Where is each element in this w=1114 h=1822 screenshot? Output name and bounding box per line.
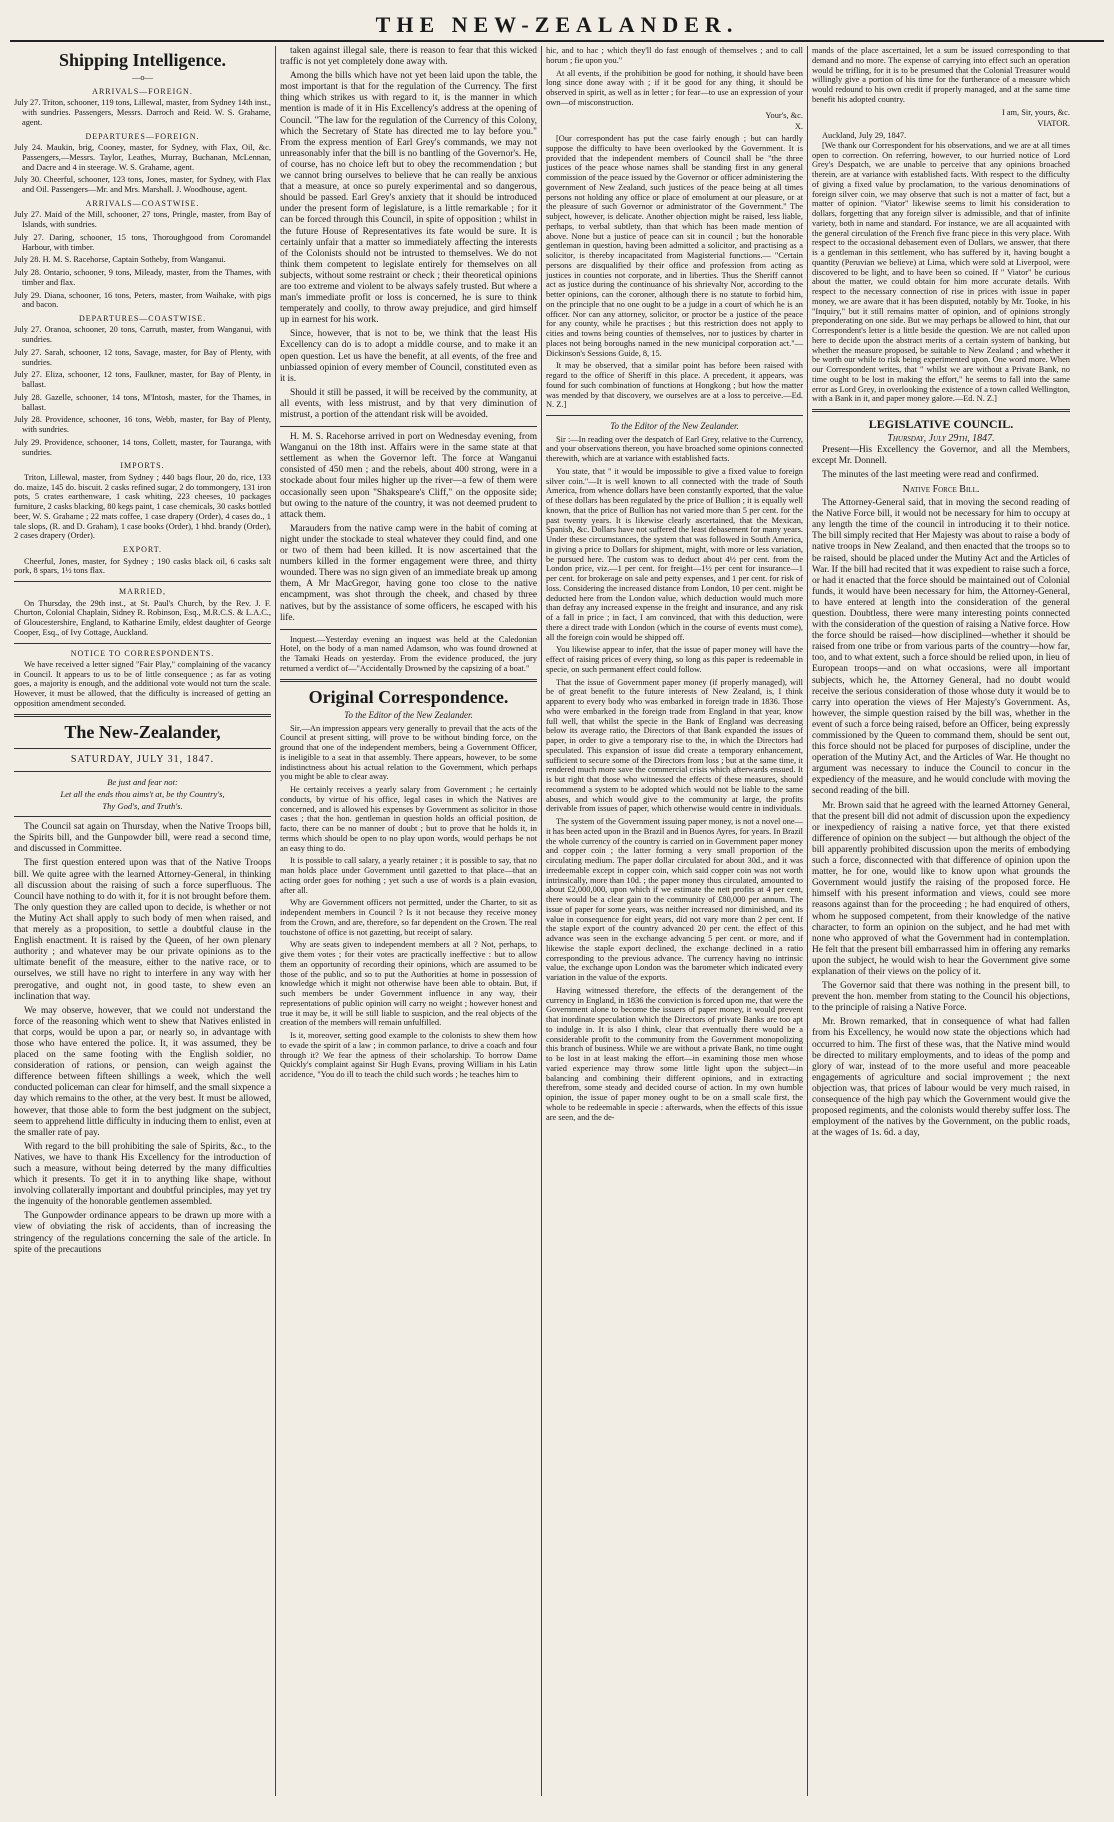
arrivals-coast-heading: ARRIVALS—COASTWISE. — [85, 198, 200, 208]
divider — [280, 426, 537, 427]
newspaper-page — [10, 10, 1104, 1802]
leader-paragraph: We may observe, however, that we could not understand the force of the reasoning which went to shew that Natives enlisted in that corps, would be upon a par, or nearly so, in advantage with those who have entered the police. It, it was assumed, they be placed on the same footing with the English soldier, no consideration of rations, or pension, can weigh against the difference between fifteen shillings a week, which the well conducted policeman can clear for himself, and the small sixpence a day which remains to the other, at the very best. It must be allowed, however, that those able to form the best judgment on the subject, seem to apprehend little difficulty in inducing them to enlist, even at the smaller rate of pay. — [14, 1005, 271, 1138]
letter-paragraph: He certainly receives a yearly salary from Government ; he certainly conducts, by virtue of his office, legal cases in which the Natives are concerned, and is allowed his expenses by Government as solicitor in those cases ; that the hon. gentleman in question holds an official position, de facto, there can be no manner of doubt ; but to prove that he holds it, in terms which should be open to no play upon words, would perhaps be not an easy thing to do. — [280, 785, 537, 853]
departures-coast-heading: DEPARTURES—COASTWISE. — [78, 314, 207, 324]
married-text: On Thursday, the 29th inst., at St. Paul's Church, by the Rev. J. F. Churton, Colonial Chaplain, Sidney R. Robinson, Esq., M.R.C.S. & L.A.C., of Gloucestershire, England, to Katharine Emily, eldest daughter of George Cooper, Esq., of Ivy Cottage, Auckland. — [14, 598, 271, 637]
letter-paragraph: Why are Government officers not permitted, under the Charter, to sit as independent members in Council ? Is it not because they receive money from the Crown, and are, therefore, so far dependent on the Crown. The real touchstone of office is not gazetting, but receipt of salary. — [280, 898, 537, 937]
bill-heading: Native Force Bill. — [902, 484, 980, 496]
letter-signoff: Your's, &c. — [765, 110, 803, 120]
letter-paragraph: hic, and to hac ; which they'll do fast enough of themselves ; and to call horum ; fie upon you." — [546, 46, 803, 65]
news-paragraph: H. M. S. Racehorse arrived in port on Wednesday evening, from Wanganui on the 18th inst. Affairs were in the same state at that settlement as when the Governor left. The force at Wanganui consisted of 450 men ; and the rebels, about 400 strong, were in a stockade about four miles higher up the river—a few of them were occasionally seen upon "Shakspeare's Cliff," on the opposite side; but owing to the nature of the country, it was not deemed prudent to attack them. — [280, 432, 537, 520]
divider — [14, 748, 271, 749]
inquest-paragraph: Inquest.—Yesterday evening an inquest was held at the Caledonian Hotel, on the body of a man named Adamson, who was found drowned at the Tamaki Heads on yesterday. From the evidence produced, the jury returned a verdict of—"Accidentally Drowned by the capsizing of a boat." — [280, 634, 537, 673]
council-paragraph: Mr. Brown remarked, that in consequence of what had fallen from his Excellency, he would now state the objections which had occurred to him. The first of these was, that the Native mind would be directed to military employments, and to ideas of the pomp and glory of war, instead of to the more useful and more peaceable engagements of agriculture and social improvement ; the next objection was, that prices of labour would be very much raised, in consequence of the high pay which the Government would give the proposed regiments, and the colonists would thereby suffer loss. The employment of the natives by the Government, on the public roads, at the wages of 1s. 6d. a day, — [812, 1017, 1070, 1139]
letter-paragraph: Sir :—In reading over the despatch of Earl Grey, relative to the Currency, and your observations thereon, you have broached some opinions connected therewith, which are at variance with established facts. — [546, 434, 803, 464]
divider — [280, 679, 537, 682]
letter-dateline: Auckland, July 29, 1847. — [822, 131, 907, 140]
letter-paragraph: You state, that " it would be impossible to give a fixed value to foreign silver coin."—It is well known to all connected with the trade of South America, from whence dollars have been constantly exported, that the value of these dollars has been regulated by the price of Bullion ; it is equally well known, that the price of Bullion has not varied more than 5 per cent. for the past twenty years. It is likewise clearly ascertained, that the Mexican, Spanish, &c. Dollars have not suffered the least debasement for many years. Under these circumstances, the system that was followed in South America, in giving a price to Dollars for shipment, might, with more or less variation, be pursued here. The custom was to deduct about 4½ per cent. from the London price, viz.—1 per cent. for freight—1½ per cent for insurance—1 per cent. for brokerage on sale and petty expenses, and 1 per cent. for risk of loss. Considering the increased distance from London, 10 per cent. might be deducted here from the London value, which deduction would much more than defray any increased expense in the freight and insurance, and any risk of a fall in price ; in fact, I am convinced, that with this deduction, were there a direct trade with London (which in the course of events must come), all the foreign coin would be shipped off. — [546, 466, 803, 642]
council-minutes: The minutes of the last meeting were read and confirmed. — [822, 470, 1039, 481]
departure-foreign-entry: July 24. Maukin, brig, Cooney, master, for Sydney, with Flax, Oil, &c. Passengers,—Messrs. Taylor, Leathes, Murray, Buchanan, McLennan, and Dacre and 4 in steerage. W. S. Grahame, agent. — [14, 143, 271, 172]
divider — [280, 629, 537, 630]
letter-paragraph: Having witnessed therefore, the effects of the derangement of the currency in England, in 1836 the conviction is forced upon me, that were the Government alone to become the issuers of paper money, it would prevent that inordinate speculation which the Directors of private Banks are too apt to indulge in. It is also I think, clear that eventually there would be a considerable profit to the community from the Government monopolizing this branch of business. While we are without a private Bank, no time ought to be lost in at least making the effort—in examining those men whose varied experience may throw some little light upon the subject—in balancing and combining their different opinions, and in extracting therefrom, some steady and decided course of action. In my own humble opinion, the issue of paper money ought to be on a small scale first, the whole to be redeemable in specie : afterwards, when the effects of this issue are seen, and the de- — [546, 985, 803, 1122]
divider — [14, 771, 271, 772]
arrival-coast-entry: July 27. Daring, schooner, 15 tons, Thoroughgood from Coromandel Harbour, with timber. — [14, 232, 271, 252]
shipping-heading: Shipping Intelligence. — [58, 50, 227, 70]
letter-paragraph: Why are seats given to independent members at all ? Not, perhaps, to give them votes ; for their votes are practically ineffective : but to allow them an opportunity of recording their opinions, which are assumed to be those of the public, and so to put the Authorities at home in possession of knowledge which it might not otherwise have been able to obtain. But, if such members be under Government influence in any way, their representations of public opinion will carry no weight ; however honest and true it may be, it will be still liable to suspicion, and the real objects of the creation of the members will remain unfulfilled. — [280, 940, 537, 1028]
departure-coast-entry: July 28. Gazelle, schooner, 14 tons, M'Intosh, master, for the Thames, in ballast. — [14, 392, 271, 412]
letter-signoff: I am, Sir, yours, &c. — [1001, 107, 1070, 117]
news-paragraph: Marauders from the native camp were in the habit of coming at night under the stockade to steal whatever they could find, and one or two of them had been killed. It is now ascertained that the numbers killed in the former engagement were three, and thirty wounded. There was no sign given of an immediate break up among them, A Mr MacGregor, having gone too close to the native encampment, was shot through the cheek, and chased by three natives, but by the assistance of some officers, he escaped with his life. — [280, 523, 537, 623]
departure-coast-entry: July 27. Oranoa, schooner, 20 tons, Carruth, master, from Wanganui, with sundries. — [14, 325, 271, 345]
letter-paragraph: At all events, if the prohibition be good for nothing, it should have been long since done away with ; if it be good for any thing, it should be observed in spirit, as well as in letter ; for fear—to use an expression of your own—of misconstruction. — [546, 68, 803, 107]
article-paragraph: Since, however, that is not to be, we think that the least His Excellency can do is to adopt a middle course, and to make it an open question. Let us have the benefit, at all events, of the free and unbiassed opinion of every member of Council, constituted even as it is. — [280, 329, 537, 384]
married-heading: MARRIED, — [119, 587, 166, 597]
departure-coast-entry: July 27. Sarah, schooner, 12 tons, Savage, master, for Bay of Plenty, with sundries. — [14, 347, 271, 367]
letter-paragraph: Is it, moreover, setting good example to the colonists to shew them how to evade the spirit of a law ; in common parlance, to drive a coach and four through it? We fear the aptness of their scholarship. To borrow Dame Quickly's complaint against Sir Hugh Evans, proving William in his Latin accidence, "You do ill to teach the child such words ; he teaches him to — [280, 1031, 537, 1080]
arrival-coast-entry: July 29. Diana, schooner, 16 tons, Peters, master, from Waihake, with pigs and bacon. — [14, 290, 271, 310]
letter-signature: X. — [794, 122, 803, 132]
motto-line: Be just and fear not: — [107, 776, 178, 787]
leader-paragraph: The Gunpowder ordinance appears to be drawn up more with a view of obviating the risk of accidents, than of increasing the stringency of the regulations concerning the sale of the article. In spite of the precautions — [14, 1211, 271, 1255]
departure-coast-entry: July 28. Providence, schooner, 16 tons, Webb, master, for Bay of Plenty, with sundries. — [14, 415, 271, 435]
arrival-coast-entry: July 27. Maid of the Mill, schooner, 27 tons, Pringle, master, from Bay of Islands, with sundries. — [14, 210, 271, 230]
editor-note: It may be observed, that a similar point has before been raised with regard to the office of Sheriff in this place. A precedent, it appears, was found for such combination of functions at Hongkong ; but how the matter was mended by that discovery, we ourselves are at a loss to perceive.—Ed. N. Z.] — [546, 361, 803, 410]
council-paragraph: The Attorney-General said, that in moving the second reading of the Native Force bill, it would not be necessary for him to occupy at any length the time of the council in introducing it to their notice. The bill simply recited that Her Majesty was about to raise a body of native troops in New Zealand, and then enacted that the troops so to be raised, should be placed under the Mutiny Act and the Articles of War. If the bill had recited that it was expedient to raise such a force, or had it enacted that the force should be maintained out of Colonial funds, it would have been necessary for him, the Attorney-General, to have entered at length into the consideration of the general question. Doubtless, there were many interesting points connected with the consideration of the question of raising a Native force. How the force should be raised—how disciplined—whether it should be raised from one tribe or from various parts of the country—how far, too, and to what extent, such a force should be relied upon, in lieu of European troops—and on what occasions, were all important subjects, which he, the Attorney General, had no doubt would receive the serious consideration of those whose duty it would be to carry into operation the views of Her Majesty's Government. As, however, the simple question raised by the bill was, whether in the event of such a force being raised, before an Officer, being expressly commissioned by the Queen to command them, should be sent out, this force should not be placed for purposes of discipline, under the operation of the Mutiny Act, and the Articles of War. He thought no argument was necessary to induce the Council to concur in the expediency of the measure, and he would conclude with moving the second reading of the bill. — [812, 498, 1071, 797]
masthead: THE NEW-ZEALANDER. — [10, 10, 1104, 42]
arrival-coast-entry: July 28. H. M. S. Racehorse, Captain Sotheby, from Wanganui. — [14, 255, 226, 265]
divider — [14, 816, 271, 817]
motto-line: Thy God's, and Truth's. — [102, 801, 183, 812]
arrival-coast-entry: July 28. Ontario, schooner, 9 tons, Mileady, master, from the Thames, with timber and flax. — [14, 268, 271, 287]
divider — [14, 581, 271, 582]
editor-note: [Our correspondent has put the case fairly enough ; but can hardly suppose the difficulty to have been overlooked by the Government. It is provided that the independent members of Council shall be "the three justices of the peace whose names shall be standing first in any general commission of the peace issued by the Governor or officer administering the government of New Zealand, such justices of the peace being at all times persons not holding any office or place of emolument at our pleasure, or at the pleasure of such Governor or administrator of the Government." The subject, however, is delicate. Another objection might be raised, less liable, perhaps, to verbal subtlety, than that which has been made mention of above. None but a justice of peace can sit in council ; but the honorable gentleman in question, having been admitted a solicitor, and practising as a solicitor, is thereby incapacitated from Magisterial functions.— "Certain persons are disqualified by their office and profession from acting as justices in counties not corporate, and in liberties. Thus the Sheriff cannot act as justice during the continuance of his shrievalty Nor, according to the better opinions, can the coroner, although there is no statute to forbid him, on the principle that no one ought to be a judge in a court of which he is an officer. Nor can any attorney, solicitor, or proctor be a justice of the peace for any county, while he practises ; but this restriction does not apply to cities and towns being counties of themselves, nor to justices by charter in places not being boroughs named in the new municipal corporation act."—Dickinson's Sessions Guide, 8, 15. — [546, 134, 803, 358]
letter-address: To the Editor of the New Zealander. — [344, 709, 473, 720]
letter-paragraph: Sir,—An impression appears very generally to prevail that the acts of the Council at present sitting, will prove to be without binding force, on the ground that one of the independent members, being a Government Officer, is ineligible to a seat in that assembly. There appears, however, to be some indistinctness about his actual relation to the Government, which perhaps you might be able to clear away. — [280, 723, 537, 782]
divider — [14, 643, 271, 644]
export-text: Cheerful, Jones, master, for Sydney ; 190 casks black oil, 6 casks salt pork, 8 spars, 1½ tons flax. — [14, 556, 271, 576]
column-4 — [808, 46, 1074, 1796]
council-paragraph: The Governor said that there was nothing in the present bill, to prevent the hon. member from stating to the Council his objections, to the principle of raising a Native Force. — [812, 981, 1070, 1014]
legislative-council-heading: LEGISLATIVE COUNCIL. — [868, 417, 1014, 431]
article-paragraph: Among the bills which have not yet been laid upon the table, the most important is that for the regulation of the Currency. The first thing which strikes us with regard to it, is the manner in which mention is made of it in His Excellency's address at the opening of Council. "The law for the regulation of the Currency of this Colony, which the Secretary of State has directed me to lay before you." From the express mention of Earl Grey's commands, we may not unreasonably infer that the bill is no bantling of the Governor's. He, of course, has no choice left but to obey the recommendation ; but we cannot bring ourselves to believe that he can really be anxious that a measure, at once so purely experimental and so dangerous, should be passed. Earl Grey's anxiety that it should be introduced under the present form of legislature, is a little remarkable ; for it can be forced through this Council, in spite of opposition ; whilst in the future House of Representatives its fate would be sure. It is certainly unfair that a matter so immediately affecting the interests of the Colonists should not be intrusted to themselves. We do not think them competent to legislate entirely for themselves on all subjects, without some restraint or check ; their theoretical opinions are too extreme and violent to be always safely trusted. But where a man's immediate profit or loss is concerned, he is sure to think temperately and coolly, to throw away prejudice, and gird himself up in earnest for his work. — [280, 71, 537, 326]
imports-heading: IMPORTS. — [120, 461, 165, 471]
letter-paragraph: mands of the place ascertained, let a sum be issued corresponding to that demand and no more. The expense of carrying into effect such an operation would be trifling, for it is to be presumed that the Colonial Treasurer would willingly give a portion of his time for the furtherance of a measure which would redound to his own credit if properly managed, and at the same time benefit his adopted country. — [812, 46, 1070, 104]
export-heading: EXPORT. — [122, 545, 163, 555]
council-present: Present—His Excellency the Governor, and all the Members, except Mr. Donnell. — [812, 444, 1070, 467]
letter-paragraph: It is possible to call salary, a yearly retainer ; it is possible to say, that no man holds place under Government until gazetted to that place—that an acting order goes for nothing ; yet such a use of words is a plain evasion, after all. — [280, 856, 537, 895]
column-3 — [542, 46, 808, 1796]
departures-foreign-heading: DEPARTURES—FOREIGN. — [85, 131, 200, 141]
divider — [812, 409, 1070, 412]
letter-address: To the Editor of the New Zealander. — [610, 421, 739, 431]
shipping-dash: —o— — [132, 73, 153, 83]
letter-paragraph: The system of the Government issuing paper money, is not a novel one—it has been acted upon in the Brazil and in Buenos Ayres, for years. In Brazil the whole currency of the country is carried on in Government paper money and copper coin ; the latter forming a very small proportion of the circulating medium. The paper dollar circulated for about 30d., and it was irredeemable except in copper coin, which said copper coin was not worth intrinsically, more than 10d. ; the paper money thus circulated, amounted to about £2,000,000, upon which if we estimate the nett profits at 4 per cent, there would be a clear gain to the community of £80,000 per annum. The issue of paper for some years, was neither increased nor diminished, and its value in consequence for eight years, did not vary more than 2 per cent. If the staple export of the country advanced 20 per cent. the effect of this advance was seen in the exchange advancing 5 per cent. or more, and if likewise the staple export declined, the exchange declined in a ratio corresponding to the previous advance. The currency having no intrinsic value, the exchange upon London was the barometer which indicated every variation in the value of the exports. — [546, 817, 803, 983]
council-paragraph: Mr. Brown said that he agreed with the learned Attorney General, that the present bill did not admit of discussion upon the expediency or inexpediency of raising a native force, yet that there existed difference of opinion on the subject — but although the object of the bill apparently prohibited discussion upon the merits of embodying such a force, disconnected with that difference of opinion upon the matter, he for one, would like to know upon what grounds the Government would justify the raising of the proposed force. He himself with his present information and views, could see more reasons against than for the proceeding ; he had enquired of others, whom he supposed competent, from their knowledge of the native character, to form an opinion on the subject, and he had met with none who approved of what the Government had in contemplation. He felt that the present bill embarrassed him in offering any remarks upon the subject, he would wish to hear the Government give some explanation of their views on the policy of it. — [812, 800, 1070, 977]
leader-paragraph: With regard to the bill prohibiting the sale of Spirits, &c., to the Natives, we have to thank His Excellency for the introduction of such a measure, without being deterred by the many difficulties which it presents. To get it in to anything like shape, without involving collaterally important and doubtful principles, may yet try the ingenuity of the honorable gentlemen assembled. — [14, 1141, 271, 1208]
column-1 — [10, 46, 276, 1796]
letter-signature: VIATOR. — [1037, 119, 1070, 129]
arrival-foreign-entry: July 27. Triton, schooner, 119 tons, Lillewal, master, from Sydney 14th inst., with sundries. Passengers, Messrs. Darroch and Reid. W. S. Grahame, agent. — [14, 98, 272, 127]
council-date: Thursday, July 29th, 1847. — [887, 433, 995, 445]
motto-line: Let all the ends thou aims't at, be thy Country's, — [60, 788, 225, 799]
arrivals-foreign-heading: ARRIVALS—FOREIGN. — [92, 86, 193, 96]
article-paragraph: Should it still be passed, it will be received by the community, at all events, with less mistrust, and by that very diminution of mistrust, a portion of the attendant risk will be avoided. — [280, 387, 537, 420]
divider — [546, 415, 803, 416]
paper-title: The New-Zealander, — [64, 721, 221, 742]
article-paragraph: taken against illegal sale, there is reason to fear that this wicked traffic is not yet completely done away with. — [280, 46, 537, 68]
notice-text: We have received a letter signed "Fair Play," complaining of the vacancy in Council. It appears to us to be of little consequence ; as far as voting goes, a majority is enough, and the additional vote would not turn the scale. However, it must be allowed, that the difficulty is increased of getting an opposition amendment seconded. — [14, 659, 271, 708]
divider — [14, 714, 271, 717]
departure-foreign-entry: July 30. Cheerful, schooner, 123 tons, Jones, master, for Sydney, with Flax and Oil. Passengers—Mr. and Mrs. Marshall. J. Woodhouse, agent. — [14, 175, 271, 195]
leader-paragraph: The Council sat again on Thursday, when the Native Troops bill, the Spirits bill, and the Gunpowder bill, were read a second time, and discussed in Committee. — [14, 822, 271, 855]
departure-coast-entry: July 29. Providence, schooner, 14 tons, Collett, master, for Tauranga, with sundries. — [14, 437, 271, 457]
letter-paragraph: That the issue of Government paper money (if properly managed), will be of great benefit to the future interests of New Zealand, is, I think apparent to every body who was embarked in foreign trade in 1836. Those who were embarked in the foreign trade from England in that year, know full well, that whilst the specie in the Bank of England was decreasing below its average ratio, the Directors of that Bank expanded the issues of paper, in order to give a temporary rise to the, in which the Directors had speculated. This expansion of issue did create a temporary enhancement, sufficient to secure some of the Directors from loss ; but at the same time, it rendered much more save the commercial crisis which afterwards ensued. It is but right that those who witnessed the effects of these measures, should recommend a system to be adopted which would not be liable to the same abuses, and which would give to the community at large, the profits derivable from issues of paper, which otherwise would centre in individuals. — [546, 677, 803, 814]
correspondence-heading: Original Correspondence. — [308, 686, 509, 707]
letter-paragraph: You likewise appear to infer, that the issue of paper money will have the effect of raising prices of every thing, so long as this paper is redeemable in specie, on such permanent effect could follow. — [546, 645, 803, 674]
imports-text: Triton, Lillewal, master, from Sydney ; 440 bags flour, 20 do, rice, 133 do. maize, 145 do. biscuit. 2 casks refined sugar, 2 do tommongery, 131 iron pots, 5 crates earthenware, 1 cask whiting, 223 cheeses, 10 packages furniture, 2 casks blacking, 80 kegs paint, 1 case chemicals, 30 casks bottled beer, W. S. Grahame ; 22 mats coffee, 1 case drapery (Order), 4 cases do., 1 tale slops, (R. and D. Graham), 1 case books (Order), 1 hhd. brandy (Order), 2 cases drapery (Order). — [14, 472, 271, 541]
notice-heading: NOTICE TO CORRESPONDENTS. — [70, 648, 215, 658]
departure-coast-entry: July 27. Eliza, schooner, 12 tons, Faulkner, master, for Bay of Plenty, in ballast. — [14, 370, 271, 390]
leader-paragraph: The first question entered upon was that of the Native Troops bill. We quite agree with the learned Attorney-General, in thinking all discussion about the raising of such a force superfluous. The Council have nothing to do with it, for it is not brought before them. The only question they are called upon to decide, is whether or not the Mutiny Act shall apply to such body of men when raised, and that merely as a proposition, to settle a doubtful clause in the English enactment. It is raised by the Queen, of her own plenary authority ; and whatever may be our private opinions as to the ultimate benefit of the measure, either to the native race, or to ourselves, we still have no right to interfere in any way with her prerogative, and ought not, in good taste, to shew even an inclination that way. — [14, 858, 271, 1002]
column-2 — [276, 46, 542, 1796]
editor-note: [We thank our Correspondent for his observations, and we are at all times open to correction. On referring, however, to our hurried notice of Lord Grey's Despatch, we are unable to perceive that any opinions broached therein, are at variance with established facts. With respect to the difficulty of giving a fixed value by proclamation, to the various denominations of foreign silver coin, we may observe that such is not a matter of fact, but a matter of opinion. "Viator" likewise seems to limit his consideration to dollars, forgetting that any foreign silver is admissible, and that of infinite variety, both in name and standard. For instance, we are all acquainted with the general circulation of the French five franc piece in this very place. With respect to the occasional debasement even of Dollars, we answer, that there is a gentleman in this settlement, who has suffered by it, having bought a quantity (Peruvian we believe) at Lima, which were sold at Liverpool, were discovered to be light, and to have been so coined. If " Viator" be curious about the matter, we could obtain for him more accurate details. With respect to the necessary connection of rise in prices with issue in paper money, we are aware that it has been disputed, notably by Mr. Tooke, in his "Inquiry," but it still remains matter of opinion, and of opinions strongly preponderating on one side. But we may perhaps be allowed to hint, that our Correspondent's letter is a little beside the question. We are not called upon here to decide upon the abstract merits of a certain system of banking, but whether the measure proposed, be suitable to New Zealand ; and whether it be worth our while to risk being experimented upon. One word more. When our Correspondent writes, that " whilst we are without a Private Bank, no time ought to be lost in making the effort," he seems to fall into the same error as Lord Grey, in overlooking the existence of a town called Wellington, with a Bank in it, and paper money galore.—Ed. N. Z.] — [812, 140, 1070, 404]
issue-date: SATURDAY, JULY 31, 1847. — [70, 753, 215, 765]
